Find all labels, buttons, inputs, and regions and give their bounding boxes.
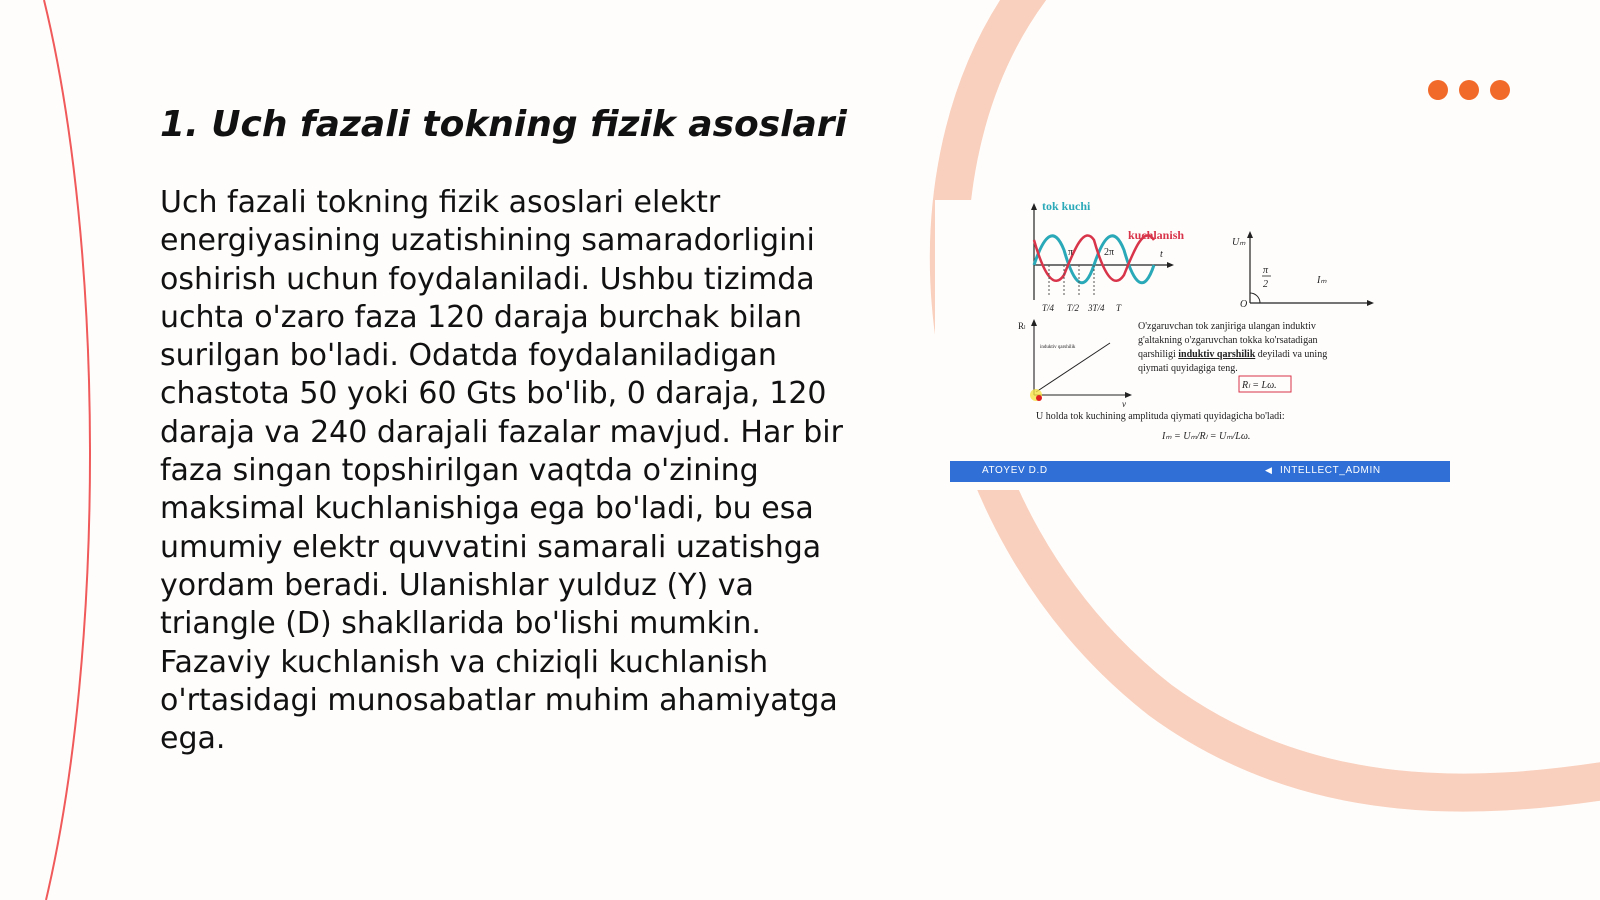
tick-pi: π [1068, 247, 1074, 258]
label-pi2-den: 2 [1263, 279, 1268, 290]
slide-title: 1. Uch fazali tokning fizik asoslari [160, 104, 847, 145]
t-tick: T/4 [1042, 303, 1055, 313]
axis-nu: ν [1122, 399, 1126, 409]
figure-diagram [950, 195, 1450, 461]
label-current: tok kuchi [1042, 199, 1091, 213]
label-small-graph: induktiv qarshilik [1040, 345, 1076, 350]
para-line: O'zgaruvchan tok zanjiriga ulangan induktiv [1138, 321, 1316, 332]
textbook-figure [950, 195, 1450, 483]
amplitude-text: U holda tok kuchining amplituda qiymati quyidagicha bo'ladi: [1036, 411, 1285, 422]
label-rl: Rₗ [1018, 321, 1026, 331]
label-pi2: π [1263, 265, 1269, 276]
figure-footer-bar [950, 461, 1450, 482]
play-icon: ◀ [1265, 465, 1273, 475]
dot-icon [1428, 80, 1448, 100]
label-im: Iₘ [1317, 275, 1327, 286]
label-um: Uₘ [1232, 237, 1246, 248]
label-o: O [1240, 299, 1248, 310]
t-tick: T/2 [1067, 303, 1080, 313]
axis-t-label: t [1160, 249, 1163, 260]
para-line: qiymati quyidagiga teng. [1138, 363, 1238, 374]
dot-icon [1459, 80, 1479, 100]
t-tick: T [1116, 303, 1122, 313]
para-line: qarshiligi induktiv qarshilik deyiladi va uning [1138, 349, 1328, 360]
formula-im: Iₘ = Uₘ/Rₗ = Uₘ/Lω. [1162, 431, 1251, 442]
tick-2pi: 2π [1104, 247, 1115, 258]
label-voltage: kuchlanish [1128, 228, 1185, 242]
formula-rl: Rₗ = Lω. [1242, 380, 1277, 391]
dot-icon [1490, 80, 1510, 100]
footer-author: ATOYEV D.D [982, 465, 1048, 476]
t-tick: 3T/4 [1088, 303, 1105, 313]
left-accent-line [44, 0, 90, 900]
slide-body: Uch fazali tokning fizik asoslari elektr energiyasining uzatishining samaradorligini oshirish uchun foydalaniladi. Ushbu tizimda uchta o'zaro faza 120 daraja burchak bilan surilgan bo'ladi. Odatda foydalaniladigan chastota 50 yoki 60 Gts bo'lib, 0 daraja, 120 daraja va 240 darajali fazalar mavjud. Har bir faza singan topshirilgan vaqtda o'zining maksimal kuchlanishiga ega bo'ladi, bu esa umumiy elektr quvvatini samarali uzatishga yordam beradi. Ulanishlar yulduz (Y) va triangle (D) shakllarida bo'lishi mumkin. Fazaviy kuchlanish va chiziqli kuchlanish o'rtasidagi munosabatlar muhim ahamiyatga ega. [160, 185, 843, 757]
menu-dots [1428, 80, 1510, 100]
para-line: g'altakning o'zgaruvchan tokka ko'rsatadigan [1138, 335, 1318, 346]
footer-channel: INTELLECT_ADMIN [1280, 465, 1381, 476]
